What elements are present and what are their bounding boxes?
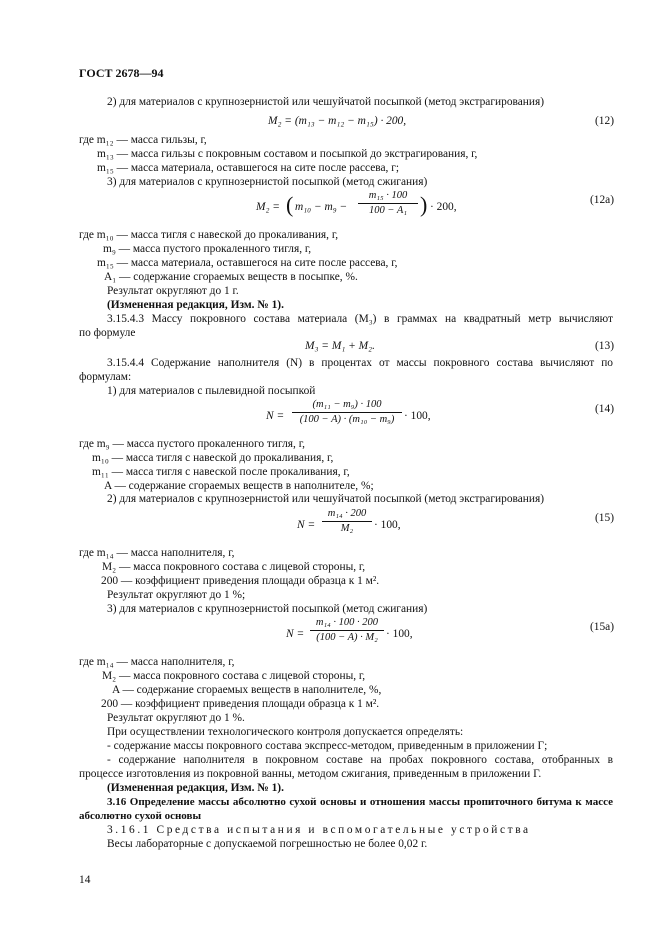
text-line: A₁ — содержание сгораемых веществ в посыпке, %.: [104, 271, 358, 283]
text-line: 3) для материалов с крупнозернистой посыпкой (метод сжигания): [107, 603, 428, 615]
numerator: m₁₄ · 200: [327, 508, 367, 519]
text-line: M₂ — масса покровного состава с лицевой стороны, г,: [102, 561, 366, 573]
text-line: где m₁₀ — масса тигля с навеской до прокаливания, г,: [79, 229, 339, 241]
text-line: M₂ — масса покровного состава с лицевой стороны, г,: [102, 670, 366, 682]
subsection-heading: 3.16.1 Средства испытания и вспомогательные устройства: [107, 824, 531, 836]
text-line: где m₉ — масса пустого прокаленного тигля, г,: [79, 438, 305, 450]
text-line: 200 — коэффициент приведения площади образца к 1 м².: [101, 698, 380, 710]
numerator: m₁₅ · 100: [368, 190, 408, 201]
text-line: 200 — коэффициент приведения площади образца к 1 м².: [101, 575, 380, 587]
text-line: 2) для материалов с крупнозернистой или чешуйчатой посыпкой (метод экстрагирования): [107, 96, 545, 108]
text-line: - содержание массы покровного состава экспресс-методом, приведенным в приложении Г;: [107, 740, 548, 752]
equation-15a-post: · 100,: [386, 628, 413, 640]
text-line: процессе изготовления из покровной ванны, методом сжигания, приведенным в приложении Г.: [79, 768, 542, 780]
section-heading: 3.16 Определение массы абсолютно сухой основы и отношения массы пропиточного битума к массе: [107, 796, 613, 808]
text-line: m₁₀ — масса тигля с навеской до прокаливания, г,: [92, 452, 334, 464]
text-line: где m₁₄ — масса наполнителя, г,: [79, 547, 235, 559]
paren-close: ): [420, 192, 428, 217]
text-line: Весы лабораторные с допускаемой погрешностью не более 0,02 г.: [107, 838, 428, 850]
text-line: m₁₅ — масса материала, оставшегося на сите после рассева, г;: [97, 162, 400, 174]
denominator: (100 − A) · M₂: [316, 632, 378, 643]
denominator: M₂: [340, 523, 354, 534]
text-line: При осуществлении технологического контроля допускается определять:: [107, 726, 464, 738]
equation-15-lhs: N =: [297, 519, 316, 531]
equation-12a-post: · 200,: [430, 201, 457, 213]
text-line: 1) для материалов с пылевидной посыпкой: [107, 385, 316, 397]
equation-12a-fraction: [358, 190, 418, 217]
text-line: - содержание наполнителя в покровном составе на пробах покровного состава, отобранных в: [107, 754, 613, 766]
section-heading-cont: абсолютно сухой основы: [79, 810, 202, 822]
text-line: где m₁₄ — масса наполнителя, г,: [79, 656, 235, 668]
equation-number: (12): [595, 115, 614, 127]
text-line: 2) для материалов с крупнозернистой или чешуйчатой посыпкой (метод экстрагирования): [107, 493, 545, 505]
numerator: m₁₄ · 100 · 200: [315, 617, 379, 628]
equation-15-post: · 100,: [374, 519, 401, 531]
equation-15a-fraction: [310, 617, 384, 644]
text-line: A — содержание сгораемых веществ в наполнителе, %,: [112, 684, 382, 696]
equation-number: (14): [595, 403, 614, 415]
equation-number: (12а): [589, 194, 614, 206]
numerator: (m₁₁ − m₉) · 100: [312, 399, 382, 410]
equation-15-fraction: [322, 508, 372, 535]
text-line: A — содержание сгораемых веществ в наполнителе, %;: [104, 480, 374, 492]
denominator: 100 − A₁: [369, 205, 407, 216]
paren-open: (: [286, 192, 294, 217]
equation-number: (15а): [589, 621, 614, 633]
page-number: 14: [79, 874, 91, 886]
text-line: формулам:: [79, 371, 132, 383]
equation-14-lhs: N =: [266, 410, 285, 422]
equation-12a-lhs: M₂ =: [256, 201, 280, 213]
text-line: 3.15.4.3 Массу покровного состава материала (M₃) в граммах на квадратный метр вычисляют: [107, 313, 613, 325]
equation-12a-pre: m₁₀ − m₉ −: [295, 201, 348, 213]
equation-number: (13): [595, 340, 614, 352]
equation-14-post: · 100,: [404, 410, 431, 422]
text-line: m₁₃ — масса гильзы с покровным составом и посыпкой до экстрагирования, г,: [97, 148, 478, 160]
denominator: (100 − A) · (m₁₀ − m₉): [299, 414, 395, 425]
equation-13: M₃ = M₁ + M₂.: [305, 340, 375, 352]
text-line: m₁₁ — масса тигля с навеской после прокаливания, г,: [92, 466, 350, 478]
equation-12: M₂ = (m₁₃ − m₁₂ − m₁₅) · 200,: [268, 115, 407, 127]
amendment-note: (Измененная редакция, Изм. № 1).: [107, 299, 284, 311]
text-line: 3) для материалов с крупнозернистой посыпкой (метод сжигания): [107, 176, 428, 188]
amendment-note: (Измененная редакция, Изм. № 1).: [107, 782, 284, 794]
document-header: ГОСТ 2678—94: [79, 66, 164, 80]
equation-number: (15): [595, 512, 614, 524]
equation-14-fraction: [292, 399, 402, 426]
text-line: Результат округляют до 1 г.: [107, 285, 239, 297]
text-line: где m₁₂ — масса гильзы, г,: [79, 134, 207, 146]
text-line: m₁₅ — масса материала, оставшегося на сите после рассева, г,: [97, 257, 398, 269]
text-line: 3.15.4.4 Содержание наполнителя (N) в процентах от массы покровного состава вычисляют по: [107, 357, 613, 369]
text-line: m₉ — масса пустого прокаленного тигля, г,: [103, 243, 312, 255]
text-line: Результат округляют до 1 %;: [107, 589, 246, 601]
equation-15a-lhs: N =: [286, 628, 305, 640]
text-line: Результат округляют до 1 %.: [107, 712, 245, 724]
text-line: по формуле: [79, 327, 136, 339]
